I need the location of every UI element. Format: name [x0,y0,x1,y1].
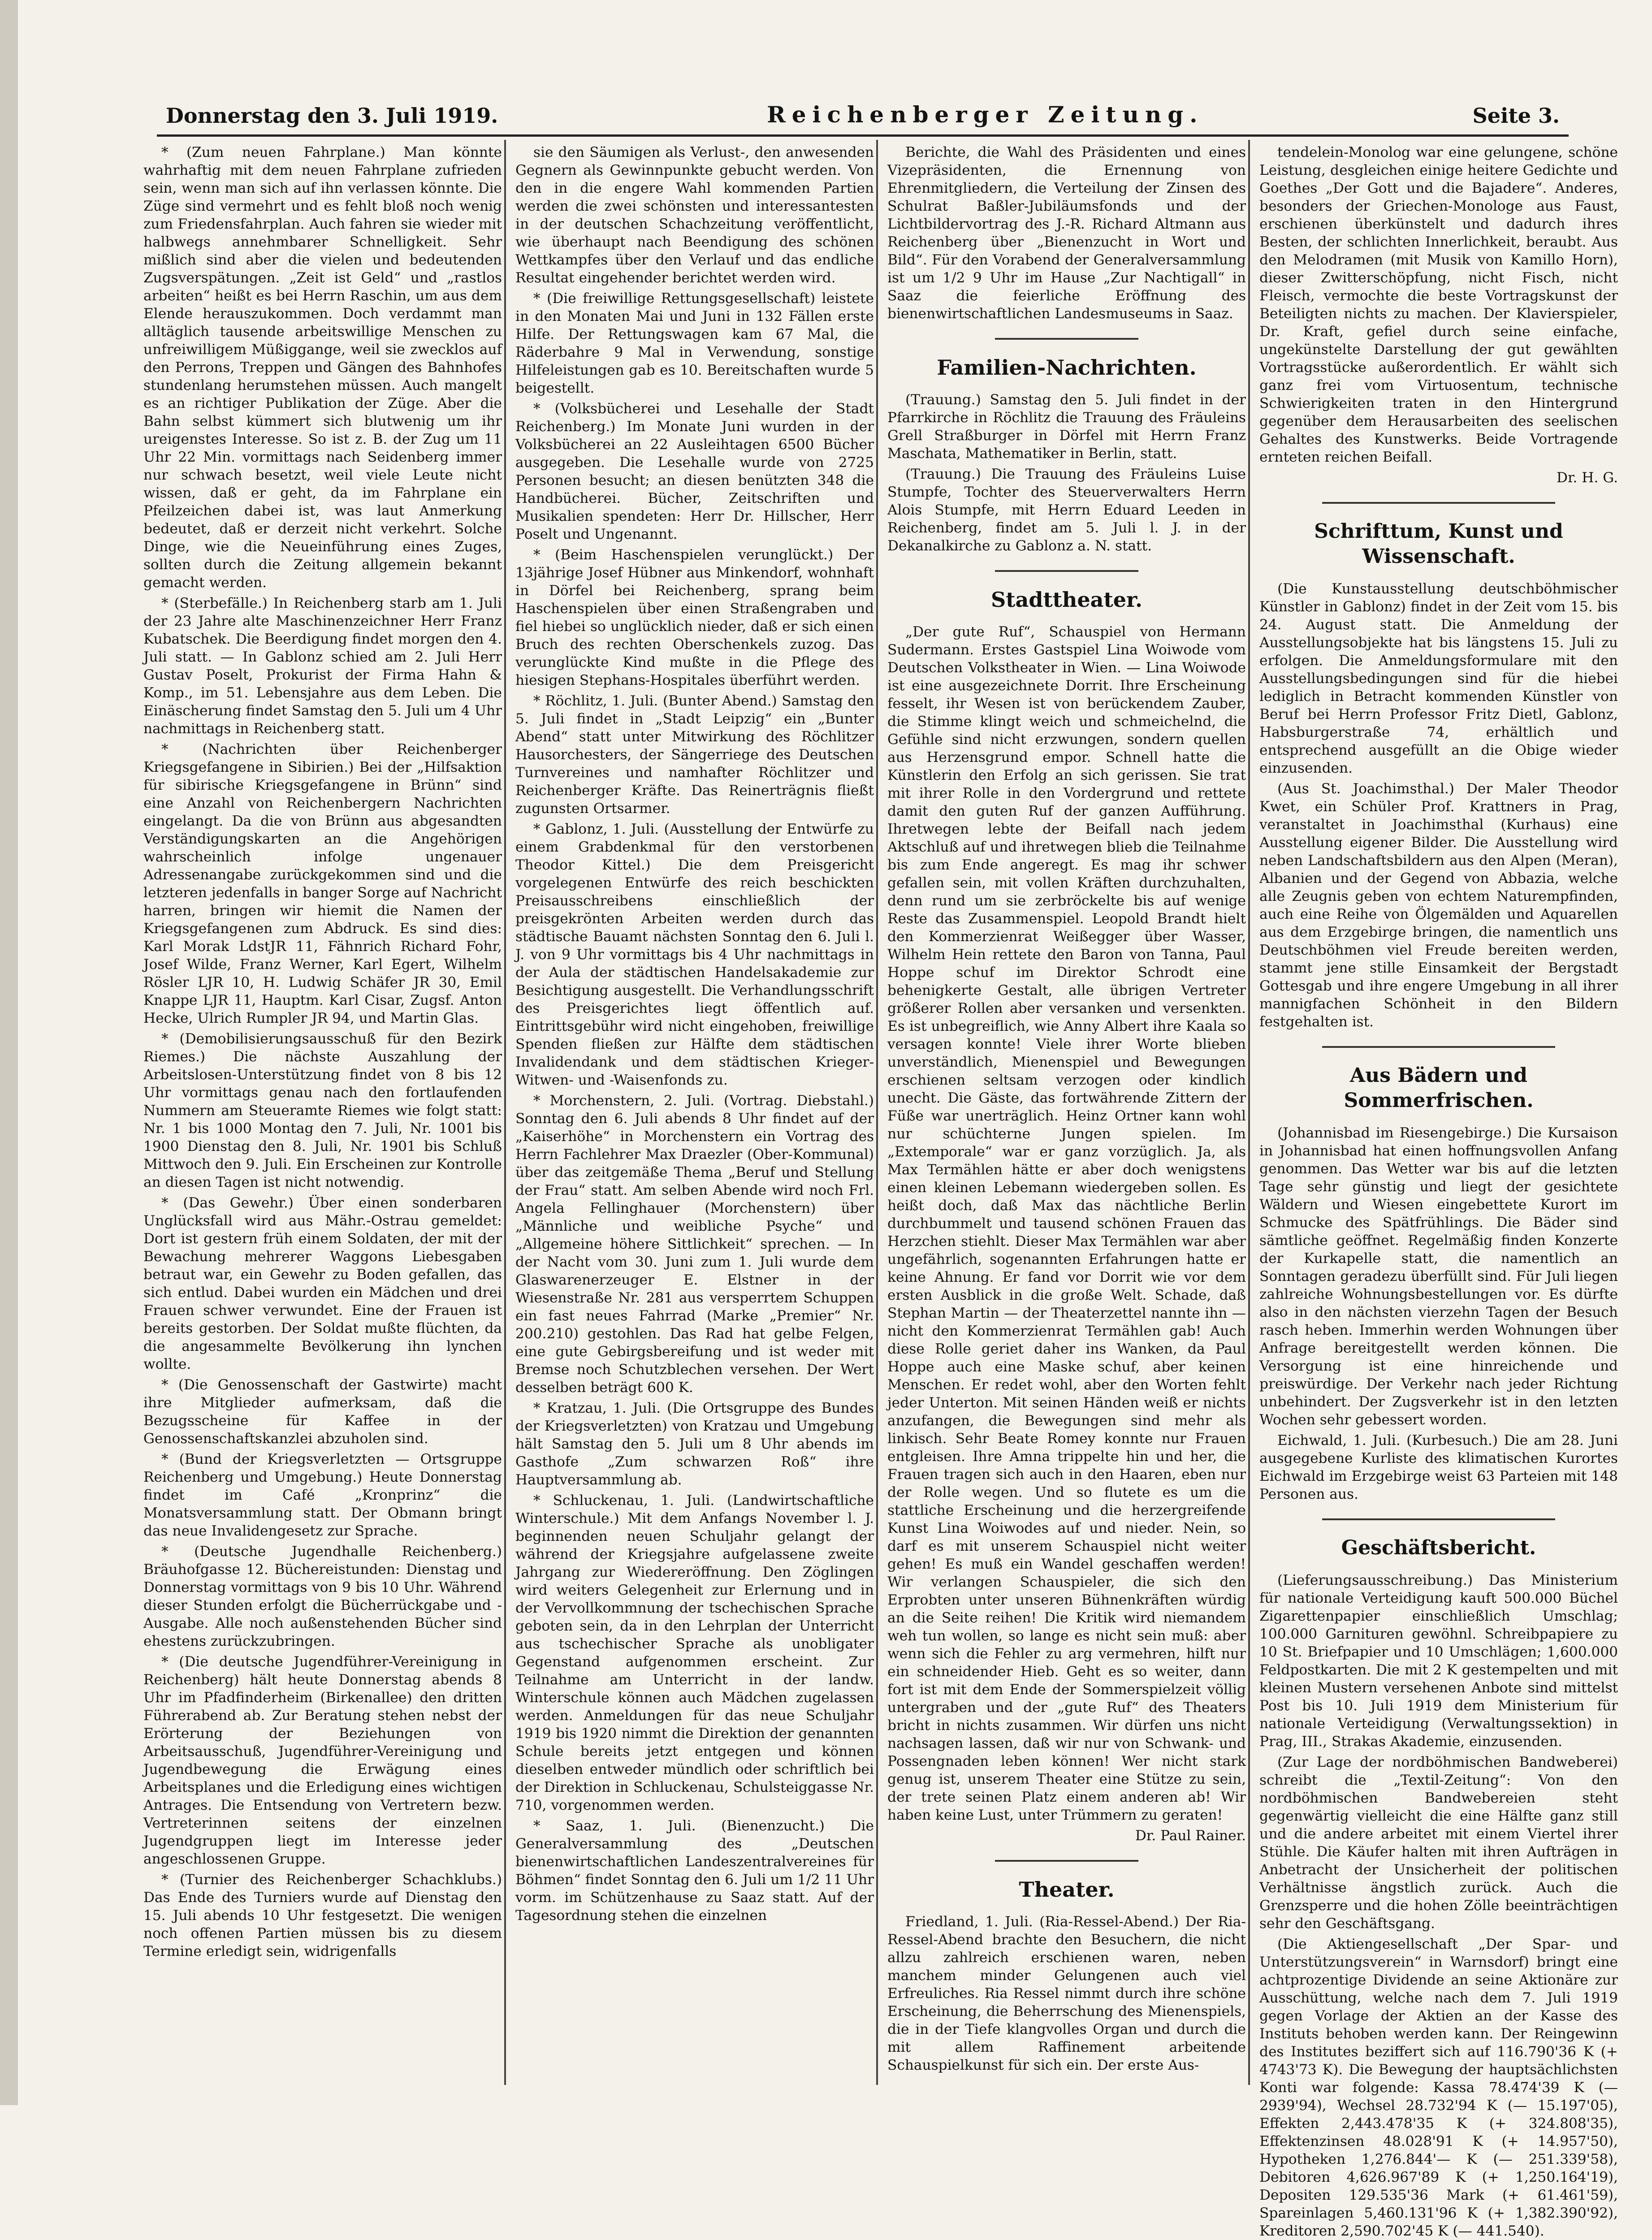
section-divider [1322,1518,1555,1520]
article: * (Turnier des Reichenberger Schachklubs.) Das Ende des Turniers wurde auf Dienstag den 15. Juli abends 10 Uhr festgesetzt. Die wenigen noch offenen Partien müssen bis zu diesem Termine erledigt sein, widrigenfalls [143,1872,502,1959]
article: (Die Aktiengesellschaft „Der Spar- und Unterstützungsverein“ in Warnsdorf) bringt eine achtprozentige Dividende an seine Aktionäre zur Ausschüttung, welche nach dem 7. Juli 1919 gegen Vorlage der Aktien an der Kasse des Instituts behoben werden kann. Der Reingewinn des Institutes beziffert sich auf 116.790'36 K (+ 4743'73 K). Die Bewegung der hauptsächlichsten Konti war folgende: Kassa 78.474'39 K (— 2939'94), Wechsel 28.732'94 K (— 15.197'05), Effekten 2,443.478'35 K (+ 324.808'35), Effektenzinsen 48.028'91 K (+ 14.957'50), Hypotheken 1,276.844'— K (— 251.339'58), Debitoren 4,626.967'89 K (+ 1,250.164'19), Depositen 129.535'36 Mark (+ 61.461'59), Spareinlagen 5,460.131'96 K (+ 1,382.390'92), Kreditoren 2,590.702'45 K (— 441.540). [1259,1936,1618,2239]
author-signature: Dr. Paul Rainer. [1135,1828,1246,1844]
column-rule [1248,140,1250,2085]
article: (Trauung.) Samstag den 5. Juli findet in der Pfarrkirche in Röchlitz die Trauung des Fräuleins Grell Straßburger in Dörfel mit Herrn Franz Maschata, Mathematiker in Berlin, statt. [887,392,1246,462]
article: * (Bund der Kriegsverletzten — Ortsgruppe Reichenberg und Umgebung.) Heute Donnerstag findet im Café „Kronprinz“ die Monatsversammlung statt. Der Obmann bringt das neue Invalidengesetz zur Sprache. [143,1451,502,1539]
page-number: Seite 3. [1472,104,1560,128]
article: Friedland, 1. Juli. (Ria-Ressel-Abend.) Der Ria-Ressel-Abend brachte den Besuchern, die nicht allzu zahlreich erschienen waren, neben manchem minder Gelungenen auch viel Erfreuliches. Ria Ressel nimmt durch ihre schöne Erscheinung, die Beherrschung des Mienenspiels, die in der Tiefe klangvolles Organ und durch die mit allem Raffinement arbeitende Schauspielkunst für sich ein. Der erste Aus- [887,1914,1246,2073]
column-4 [1259,143,1618,2239]
article: * Kratzau, 1. Juli. (Die Ortsgruppe des Bundes der Kriegsverletzten) von Kratzau und Umgebung hält Samstag den 5. Juli um 8 Uhr abends im Gasthofe „Zum schwarzen Roß“ ihre Hauptversammlung ab. [515,1400,874,1488]
article: * Saaz, 1. Juli. (Bienenzucht.) Die Generalversammlung des „Deutschen bienenwirtschaftlichen Landeszentralvereines für Böhmen“ findet Sonntag den 6. Juli um 1/2 11 Uhr vorm. im Schützenhause zu Saaz statt. Auf der Tagesordnung stehen die einzelnen [515,1818,874,1924]
issue-date: Donnerstag den 3. Juli 1919. [166,104,498,128]
scan-edge [0,0,18,2105]
section-heading-baeder: Aus Bädern und Sommerfrischen. [1344,1064,1534,1112]
column-rule [504,140,506,2085]
section-heading-schrifttum: Schrifttum, Kunst und Wissenschaft. [1314,520,1563,568]
section-heading-familien: Familien-Nachrichten. [937,355,1197,380]
article: * (Demobilisierungsausschuß für den Bezirk Riemes.) Die nächste Auszahlung der Arbeitslosen-Unterstützung findet von 8 bis 12 Uhr vormittags genau nach den fortlaufenden Nummern am Steueramte Riemes wie folgt statt: Nr. 1 bis 1000 Montag den 7. Juli, Nr. 1001 bis 1900 Dienstag den 8. Juli, Nr. 1901 bis Schluß Mittwoch den 9. Juli. Ein Erscheinen zur Kontrolle an diesen Tagen ist nicht notwendig. [143,1031,502,1190]
article: * Gablonz, 1. Juli. (Ausstellung der Entwürfe zu einem Grabdenkmal für den verstorbenen Theodor Kittel.) Die dem Preisgericht vorgelegenen Entwürfe des reich beschickten Preisausschreibens einschließlich der preisgekrönten Arbeiten werden durch das städtische Bauamt nächsten Sonntag den 6. Juli l. J. von 9 Uhr vormittags bis 4 Uhr nachmittags in der Aula der städtischen Handelsakademie zur Besichtigung ausgestellt. Die Verhandlungsschrift des Preisgerichtes liegt öffentlich auf. Eintrittsgebühr wird nicht eingehoben, freiwillige Spenden fließen zur Hälfte dem städtischen Invalidendank und dem städtischen Krieger-Witwen- und -Waisenfonds zu. [515,821,874,1088]
article: * (Das Gewehr.) Über einen sonderbaren Unglücksfall wird aus Mähr.-Ostrau gemeldet: Dort ist gestern früh einem Soldaten, der mit der Bewachung mehrerer Waggons Liebesgaben betraut war, ein Gewehr zu Boden gefallen, das sich entlud. Dabei wurden ein Mädchen und drei Frauen schwer verwundet. Eine der Frauen ist bereits gestorben. Der Soldat mußte flüchten, da die angesammelte Bevölkerung ihn lynchen wollte. [143,1195,502,1372]
column-2 [515,143,874,2084]
article: (Johannisbad im Riesengebirge.) Die Kursaison in Johannisbad hat einen hoffnungsvollen Anfang genommen. Das Wetter war bis auf die letzten Tage sehr günstig und liegt der gesichtete Wäldern und Wiesen eingebettete Kurort im Schmucke des Spätfrühlings. Die Bäder sind sämtliche geöffnet. Regelmäßig finden Konzerte der Kurkapelle statt, die namentlich an Sonntagen geradezu überfüllt sind. Für Juli liegen zahlreiche Wohnungsbestellungen vor. Es dürfte also in den nächsten vierzehn Tagen der Besuch rasch heben. Immerhin werden Wohnungen über Anfrage bereitgestellt werden können. Die Versorgung ist eine hinreichende und preiswürdige. Der Verkehr nach jeder Richtung unbehindert. Der Zugsverkehr ist in den letzten Wochen sehr gebessert worden. [1259,1125,1618,1428]
article: * (Beim Haschenspielen verunglückt.) Der 13jährige Josef Hübner aus Minkendorf, wohnhaft in Dörfel bei Reichenberg, sprang beim Haschenspielen über einen Straßengraben und fiel hiebei so unglücklich nieder, daß er sich einen Bruch des rechten Oberschenkels zuzog. Das verunglückte Kind mußte in die Pflege des hiesigen Stephans-Hospitales überführt werden. [515,547,874,688]
section-divider [995,1860,1138,1862]
article: Eichwald, 1. Juli. (Kurbesuch.) Die am 28. Juni ausgegebene Kurliste des klimatischen Kurortes Eichwald im Erzgebirge weist 63 Parteien mit 148 Personen aus. [1259,1432,1618,1502]
masthead [166,87,1560,128]
article: * (Nachrichten über Reichenberger Kriegsgefangene in Sibirien.) Bei der „Hilfsaktion für sibirische Kriegsgefangene in Brünn“ sind eine Anzahl von Reichenbergern Nachrichten eingelangt. Da die von Brünn aus abgesandten Verständigungskarten an die Angehörigen wahrscheinlich infolge ungenauer Adressenangabe zurückgekommen sind und die letzteren jedenfalls in banger Sorge auf Nachricht harren, bringen wir hiemit die Namen der Kriegsgefangenen zum Abdruck. Es sind dies: Karl Morak LdstJR 11, Fähnrich Richard Fohr, Josef Wilde, Franz Werner, Karl Egert, Wilhelm Rösler LJR 10, H. Ludwig Schäfer JR 30, Emil Knappe LJR 11, Hauptm. Karl Cisar, Zugsf. Anton Hecke, Ulrich Rumpler JR 94, und Martin Glas. [143,741,502,1026]
column-rule [876,140,878,2085]
article: sie den Säumigen als Verlust-, den anwesenden Gegnern als Gewinnpunkte gebucht werden. Von den in die engere Wahl kommenden Partien werden die zwei schönsten und interessantesten in der deutschen Schachzeitung veröffentlicht, wie überhaupt nach Beendigung des schönen Wettkampfes über den Verlauf und das endliche Resultat eingehender berichtet werden wird. [515,144,874,286]
article: (Die Kunstausstellung deutschböhmischer Künstler in Gablonz) findet in der Zeit vom 15. bis 24. August statt. Die Anmeldung der Ausstellungsobjekte hat bis längstens 15. Juli zu erfolgen. Die Anmeldungsformulare mit den Ausstellungsbedingungen sind für die hiebei lediglich in Betracht kommenden Künstler von Beruf bei Herrn Professor Fritz Dietl, Gablonz, Habsburgerstraße 74, erhältlich und entsprechend ausgefüllt an die Obige wieder einzusenden. [1259,581,1618,776]
column-1 [143,143,502,2084]
section-divider [995,338,1138,340]
column-3 [887,143,1246,2084]
article: * Röchlitz, 1. Juli. (Bunter Abend.) Samstag den 5. Juli findet in „Stadt Leipzig“ ein „Bunter Abend“ statt unter Mitwirkung des Röchlitzer Hausorchesters, der Sängerriege des Deutschen Turnvereines und namhafter Röchlitzer und Reichenberger Kräfte. Das Reinerträgnis fließt zugunsten Ortsarmer. [515,693,874,817]
article: * (Die Genossenschaft der Gastwirte) macht ihre Mitglieder aufmerksam, daß die Bezugsscheine für Kaffee in der Genossenschaftskanzlei abzuholen sind. [143,1377,502,1447]
article: Berichte, die Wahl des Präsidenten und eines Vizepräsidenten, die Ernennung von Ehrenmitgliedern, die Verteilung der Zinsen des Schulrat Baßler-Jubiläumsfonds und der Lichtbildervortrag des J.-R. Richard Altmann aus Reichenberg über „Bienenzucht in Wort und Bild“. Für den Vorabend der Generalversammlung ist um 1/2 9 Uhr im Hause „Zur Nachtigall“ in Saaz die feierliche Eröffnung des bienenwirtschaftlichen Landesmuseums in Saaz. [887,144,1246,322]
newspaper-title: Reichenberger Zeitung. [767,101,1204,128]
article: * (Die deutsche Jugendführer-Vereinigung in Reichenberg) hält heute Donnerstag abends 8 Uhr im Pfadfinderheim (Birkenallee) den dritten Führerabend ab. Zur Beratung stehen nebst der Erörterung der Beziehungen von Arbeitsausschuß, Jugendführer-Vereinigung und Jugendbewegung die Erwägung eines Arbeitsplanes und die Erledigung eines wichtigen Antrages. Die Entsendung von Vertretern bezw. Vertreterinnen seitens der einzelnen Jugendgruppen liegt im Interesse jeder angeschlossenen Gruppe. [143,1654,502,1867]
article: * (Deutsche Jugendhalle Reichenberg.) Bräuhofgasse 12. Büchereistunden: Dienstag und Donnerstag vormittags von 9 bis 10 Uhr. Während dieser Stunden erfolgt die Bücherrückgabe und -Ausgabe. Alle noch außenstehenden Bücher sind ehestens zurückzubringen. [143,1544,502,1649]
section-divider [995,570,1138,572]
article: (Trauung.) Die Trauung des Fräuleins Luise Stumpfe, Tochter des Steuerverwalters Herrn Alois Stumpfe, mit Herrn Eduard Leeden in Reichenberg, findet am 5. Juli l. J. in der Dekanalkirche zu Gablonz a. N. statt. [887,466,1246,554]
article: (Aus St. Joachimsthal.) Der Maler Theodor Kwet, ein Schüler Prof. Krattners in Prag, veranstaltet in Joachimsthal (Kurhaus) eine Ausstellung eigener Bilder. Die Ausstellung wird neben Landschaftsbildern aus den Alpen (Meran), Albanien und der Gegend von Abbazia, welche alle Zeugnis geben von echtem Naturempfinden, auch eine Reihe von Ölgemälden und Aquarellen aus dem Erzgebirge bringen, die namentlich uns Deutschböhmen viel Freude bereiten werden, stammt jene stille Einsamkeit der Bergstadt Gottesgab und ihre engere Umgebung in all ihrer mannigfachen Schönheit in den Bildern festgehalten ist. [1259,781,1618,1030]
section-heading-theater: Theater. [1019,1877,1115,1902]
header-rule [157,134,1569,137]
author-signature: Dr. H. G. [1556,470,1618,486]
section-divider [1322,502,1555,504]
article: * Morchenstern, 2. Juli. (Vortrag. Diebstahl.) Sonntag den 6. Juli abends 8 Uhr findet auf der „Kaiserhöhe“ in Morchenstern ein Vortrag des Herrn Fachlehrer Max Draezler (Ober-Kommunal) über das zeitgemäße Thema „Beruf und Stellung der Frau“ statt. Am selben Abende wird noch Frl. Angela Fellinghauer (Morchenstern) über „Männliche und weibliche Psyche“ und „Allgemeine höhere Sittlichkeit“ sprechen. — In der Nacht vom 30. Juni zum 1. Juli wurde dem Glaswarenerzeuger E. Elstner in der Wiesenstraße Nr. 281 aus versperrtem Schuppen ein fast neues Fahrrad (Marke „Premier“ Nr. 200.210) gestohlen. Das Rad hat gelbe Felgen, eine gute Gebirgsbereifung und ist weder mit Bremse noch Schutzblechen versehen. Der Wert desselben beträgt 600 K. [515,1093,874,1396]
article: * (Sterbefälle.) In Reichenberg starb am 1. Juli der 23 Jahre alte Maschinenzeichner Herr Franz Kubatschek. Die Beerdigung findet morgen den 4. Juli statt. — In Gablonz schied am 2. Juli Herr Gustav Poselt, Prokurist der Firma Hahn & Komp., im 51. Lebensjahre aus dem Leben. Die Einäscherung findet Samstag den 5. Juli um 4 Uhr nachmittags in Reichenberg statt. [143,595,502,737]
article: (Lieferungsausschreibung.) Das Ministerium für nationale Verteidigung kauft 500.000 Büchel Zigarettenpapier einschließlich Umschlag; 100.000 Garnituren gewöhnl. Schreibpapiere zu 10 St. Briefpapier und 10 Umschlägen; 1,600.000 Feldpostkarten. Die mit 2 K gestempelten und mit kleinen Mustern versehenen Anbote sind mittelst Post bis 10. Juli 1919 dem Ministerium für nationale Verteidigung (Verwaltungssektion) in Prag, III., Strakas Akademie, einzusenden. [1259,1572,1618,1750]
section-heading-geschaeft: Geschäftsbericht. [1341,1536,1536,1559]
article: * Schluckenau, 1. Juli. (Landwirtschaftliche Winterschule.) Mit dem Anfangs November l. J. beginnenden neuen Schuljahr gelangt der während der Kriegsjahre aufgelassene zweite Jahrgang zur Wiedereröffnung. Den Zöglingen wird weiters Gelegenheit zur Erlernung und in der Vervollkommnung der tschechischen Sprache geboten sein, da in den Lehrplan der Unterricht aus tschechischer Sprache als unobligater Gegenstand aufgenommen erscheint. Zur Teilnahme am Unterricht in der landw. Winterschule können auch Mädchen zugelassen werden. Anmeldungen für das neue Schuljahr 1919 bis 1920 nimmt die Direktion der genannten Schule bereits jetzt entgegen und können dieselben entweder mündlich oder schriftlich bei der Direktion in Schluckenau, Schulsteiggasse Nr. 710, vorgenommen werden. [515,1492,874,1813]
article: „Der gute Ruf“, Schauspiel von Hermann Sudermann. Erstes Gastspiel Lina Woiwode vom Deutschen Volkstheater in Wien. — Lina Woiwode ist eine ausgezeichnete Dorrit. Ihre Erscheinung fesselt, ihr Wesen ist von berückendem Zauber, die Stimme klingt weich und schmeichelnd, die Gefühle sind nicht erzwungen, sondern quellen aus Herzensgrund empor. Schnell hatte die Künstlerin den Erfolg an sich gerissen. Sie trat mit ihrer Rolle in den Vordergrund und rettete damit den guten Ruf der ganzen Aufführung. Ihretwegen lebte der Beifall nach jedem Aktschluß auf und ihretwegen blieb die Teilnahme bis zum Ende angeregt. Es mag ihr schwer gefallen sein, mit vollen Kräften durchzuhalten, denn rund um sie zerbröckelte bis auf wenige Reste das Zusammenspiel. Leopold Brandt hielt den Kommerzienrat Weißegger über Wasser, Wilhelm Hein rettete den Baron von Tanna, Paul Hoppe schuf im Direktor Schrodt eine behenigkerte Gestalt, alle übrigen Vertreter größerer Rollen aber versanken und versenkten. Es ist unbegreiflich, wie Anny Albert ihre Kaala so versagen konnte! Viele ihrer Worte blieben unverständlich, Mienenspiel und Bewegungen erschienen seltsam verzogen oder kindlich unecht. Die Gäste, das fortwährende Zittern der Füße war unerträglich. Heinz Ortner kann wohl nur schüchterne Jungen spielen. Im „Extemporale“ war er ganz vorzüglich. Ja, als Max Termählen hätte er aber doch wenigstens einen kleinen Lebemann wiedergeben sollen. Es heißt doch, daß Max das nächtliche Berlin durchbummelt und tausend schönen Frauen das Herzchen stiehlt. Dieser Max Termählen war aber ungefährlich, sogenannten Erfahrungen hatte er keine Ahnung. Er fand vor Dorrit wie vor dem ersten Ausblick in die große Welt. Schade, daß Stephan Martin — der Theaterzettel nannte ihn — nicht den Kommerzienrat Termählen gab! Auch diese Rolle geriet daher ins Wanken, da Paul Hoppe auch eine Maske schuf, aber keinen Menschen. Er redet wohl, aber den Worten fehlt jeder Unterton. Mit seinen Händen weiß er nichts anzufangen, die Bewegungen sind mehr als linkisch. Sehr Beate Romey konnte nur Frauen entgleisen. Ihre Amna trippelte hin und her, die Frauen tragen sich auch in den Haaren, eben nur der Rolle wegen. Und so flutete es um die stattliche Erscheinung und die herzergreifende Kunst Lina Woiwodes auf und nieder. Nein, so darf es mit unserem Schauspiel nicht weiter gehen! Es muß ein Wandel geschaffen werden! Wir verlangen Schauspieler, die sich den Erprobten unter unseren Bühnenkräften würdig an die Seite reihen! Die Kritik wird niemandem weh tun wollen, so lange es nicht sein muß: aber wenn sich die Fehler zu arg vermehren, hilft nur ein schneidender Hieb. Geht es so weiter, dann fort ist mit dem Ende der Sommerspielzeit völlig untergraben und der „gute Ruf“ des Theaters bricht in nichts zusammen. Wir dürfen uns nicht nachsagen lassen, daß wir nur von Schwank- und Possengnaden leben können! Wer nicht stark genug ist, unserem Theater eine Stütze zu sein, der trete seinen Platz einem anderen ab! Wir haben keine Lust, unter Trümmern zu geraten! [887,624,1246,1823]
article: (Zur Lage der nordböhmischen Bandweberei) schreibt die „Textil-Zeitung“: Von den nordböhmischen Bandwebereien steht gegenwärtig vielleicht die eine Hälfte ganz still und die andere arbeitet mit einem Viertel ihrer Stühle. Die Käufer halten mit ihren Aufträgen in Anbetracht der Unsicherheit der politischen Verhältnisse ängstlich zurück. Auch die Grenzsperre und die hohen Zölle beeinträchtigen sehr den Geschäftsgang. [1259,1754,1618,1932]
section-divider [1322,1046,1555,1048]
section-heading-stadttheater: Stadttheater. [991,588,1142,612]
article: * (Volksbücherei und Lesehalle der Stadt Reichenberg.) Im Monate Juni wurden in der Volksbücherei an 22 Ausleihtagen 6500 Bücher ausgegeben. Die Lesehalle wurde von 2725 Personen besucht; an diesen benützten 348 die Handbücherei. Bücher, Zeitschriften und Musikalien spendeten: Herr Dr. Hillscher, Herr Poselt und Ungenannt. [515,401,874,542]
article: * (Zum neuen Fahrplane.) Man könnte wahrhaftig mit dem neuen Fahrplane zufrieden sein, wenn man sich auf ihn verlassen könnte. Die Züge sind vermehrt und es fehlt bloß noch wenig zum Friedensfahrplan. Auch fahren sie wieder mit halbwegs annehmbarer Schnelligkeit. Sehr mißlich sind aber die vielen und bedeutenden Zugsverspätungen. „Zeit ist Geld“ und „rastlos arbeiten“ heißt es bei Herrn Raschin, um aus dem Elende herauszukommen. Doch verdammt man alltäglich tausende arbeitswillige Menschen zu unfreiwilligem Müßiggange, weil sie zwecklos auf den Perrons, Treppen und Gängen des Bahnhofes stundenlang herumstehen müssen. Auch mangelt es an richtiger Publikation der Züge. Aber die Bahn selbst kümmert sich blutwenig um ihr ureigenstes Interesse. So ist z. B. der Zug um 11 Uhr 22 Min. vormittags nach Seidenberg immer nur schwach besetzt, weil viele Leute nicht wissen, daß er geht, da im Fahrplane ein Pfeilzeichen dabei ist, was laut Anmerkung bedeutet, daß er derzeit nicht verkehrt. Solche Dinge, wie die Neueinführung eines Zuges, sollten durch die Zeitung allgemein bekannt gemacht werden. [143,144,502,591]
article: * (Die freiwillige Rettungsgesellschaft) leistete in den Monaten Mai und Juni in 132 Fällen erste Hilfe. Der Rettungswagen kam 67 Mal, die Räderbahre 9 Mal in Verwendung, sonstige Hilfeleistungen gab es 10. Bereitschaften wurde 5 beigestellt. [515,290,874,396]
article: tendelein-Monolog war eine gelungene, schöne Leistung, desgleichen einige heitere Gedichte und Goethes „Der Gott und die Bajadere“. Anderes, besonders der Griechen-Monologe aus Faust, erschienen überkünstelt und dadurch ihres Besten, der schlichten Innerlichkeit, beraubt. Aus den Melodramen (mit Musik von Kamillo Horn), dieser Zwitterschöpfung, nicht Fisch, nicht Fleisch, vermochte die beste Vortragskunst der Beteiligten nichts zu machen. Der Klavierspieler, Dr. Kraft, gefiel durch seine einfache, ungekünstelte Darstellung der gut gewählten Vortragsstücke außerordentlich. Er wählt sich ganz frei vom Virtuosentum, technische Schwierigkeiten traten in den Hintergrund gegenüber dem Herausarbeiten des seelischen Gehaltes des Kunstwerks. Beide Vortragende ernteten reichen Beifall. [1259,144,1618,465]
